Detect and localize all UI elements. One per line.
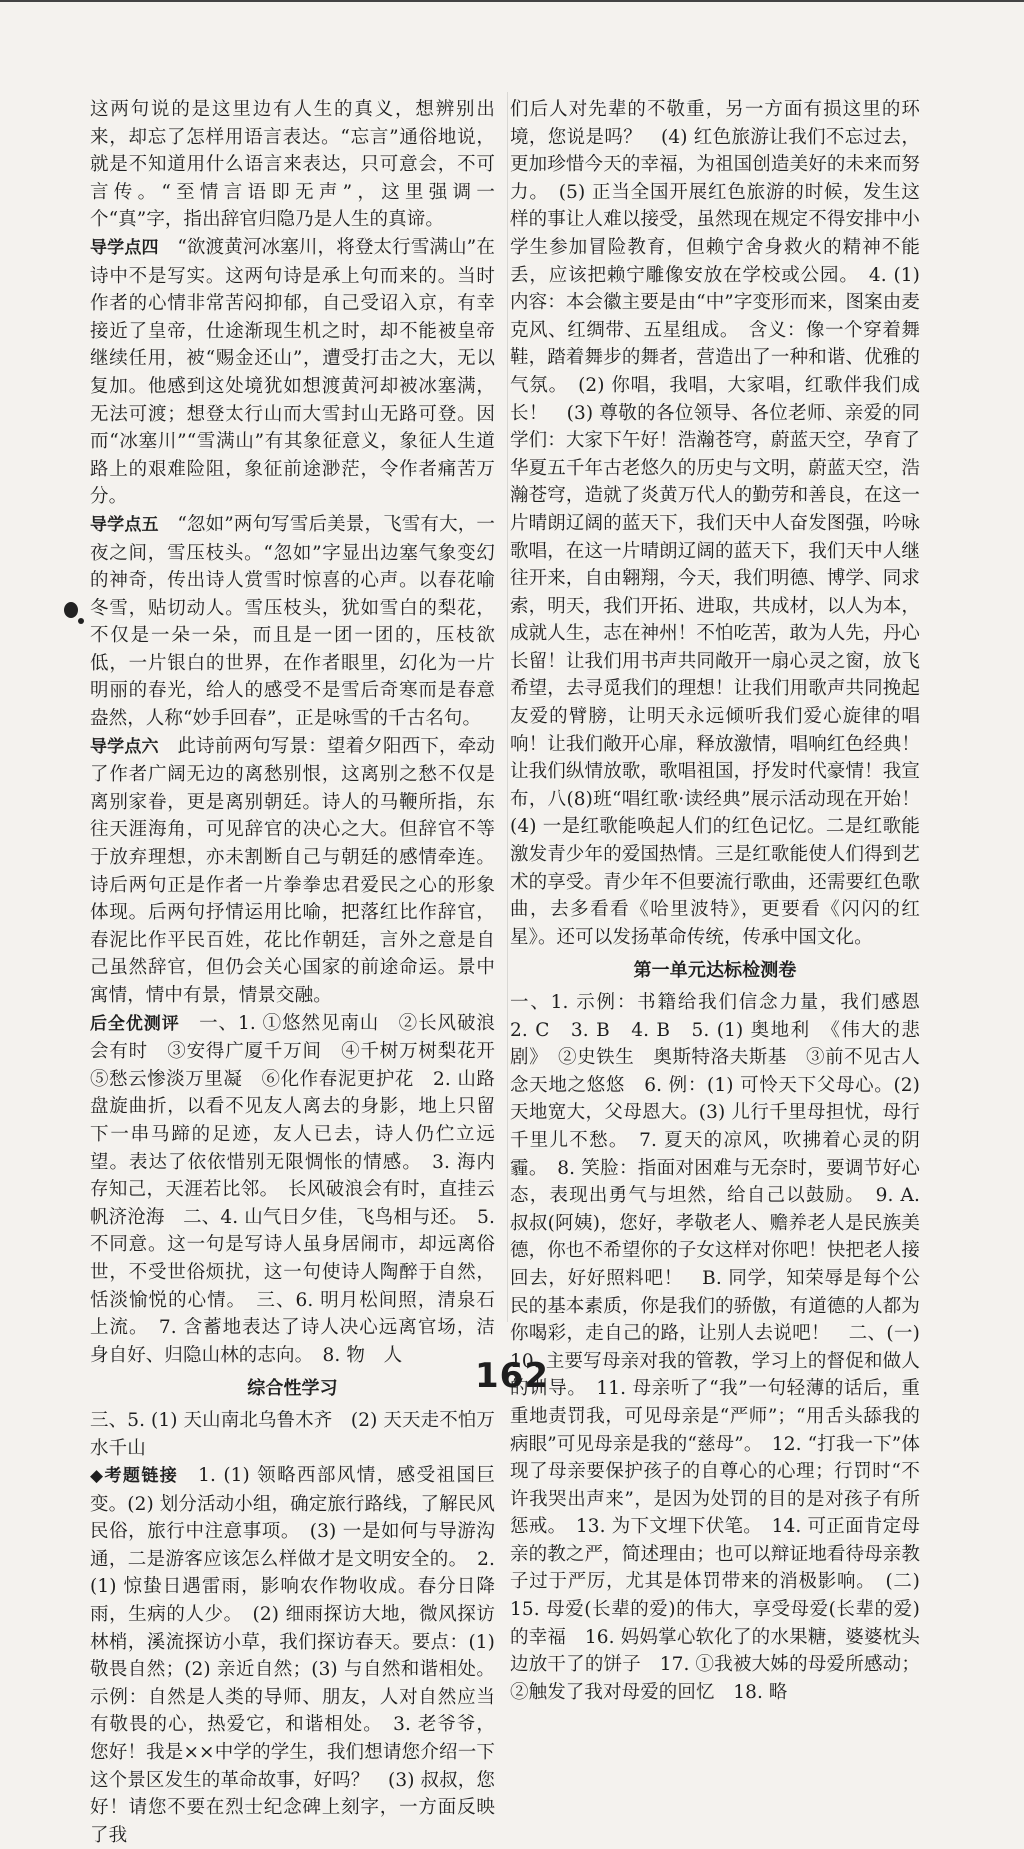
answer-paragraph [90,1462,495,1849]
section-label: 导学点五 [90,514,159,535]
answer-paragraph [510,989,939,1706]
section-label: ◆考题链接 [90,1466,179,1487]
section-label: 导学点六 [90,736,159,757]
paragraph-text: “欲渡黄河冰塞川，将登太行雪满山”在诗中不是写实。这两句诗是承上句而来的。当时作者的心情非常苦闷抑郁，自己受诏入京，有幸接近了皇帝，仕途渐现生机之时，却不能被皇帝继续任用，被“赐金还山”，遭受打击之大，无以复加。他感到这处境犹如想渡黄河却被冰塞满，无法可渡；想登太行山而大雪封山无路可登。因而“冰塞川”“雪满山”有其象征意义，象征人生道路上的艰难险阻，象征前途渺茫，令作者痛苦万分。 [90,236,496,508]
paragraph-text: “忽如”两句写雪后美景，飞雪有大，一夜之间，雪压枝头。“忽如”字显出边塞气象变幻的神奇，传出诗人赏雪时惊喜的心声。以春花喻冬雪，贴切动人。雪压枝头，犹如雪白的梨花，不仅是一朵一朵，而且是一团一团的，压枝欲低，一片银白的世界，在作者眼里，幻化为一片明丽的春光，给人的感受不是雪后奇寒而是春意盎然，人称“妙手回春”，正是咏雪的千古名句。 [90,513,496,730]
paragraph-text: 们后人对先辈的不敬重，另一方面有损这里的环境，您说是吗？ (4) 红色旅游让我们不忘过去，更加珍惜今天的幸福，为祖国创造美好的未来而努力。 (5) 正当全国开展红色旅游的时候，发生这样的事让人难以接受，虽然现在规定不得安排中小学生参加冒险教育，但赖宁舍身救火的精神不能丢，应该把赖宁雕像安放在学校或公园。 4. (1) 内容：本会徽主要是由“中”字变形而来，图案由麦克风、红绸带、五星组成。 含义：像一个穿着舞鞋，踏着舞步的舞者，营造出了一种和谐、优雅的气氛。 (2) 你唱，我唱，大家唱，红歌伴我们成长！ (3) 尊敬的各位领导、各位老师、亲爱的同学们：大家下午好！浩瀚苍穹，蔚蓝天空，孕育了华夏五千年古老悠久的历史与文明，蔚蓝天空，浩瀚苍穹，造就了炎黄万代人的勤劳和善良，在这一片晴朗辽阔的蓝天下，我们天中人奋发图强，吟咏歌唱，在这一片晴朗辽阔的蓝天下，我们天中人继往开来，自由翱翔，今天，我们明德、博学、同求索，明天，我们开拓、进取，共成材，以人为本，成就人生，志在神州！不怕吃苦，敢为人先，丹心长留！让我们用书声共同敞开一扇心灵之窗，放飞希望，去寻觅我们的理想！让我们用歌声共同挽起友爱的臂膀，让明天永远倾听我们爱心旋律的唱响！让我们敞开心扉，释放激情，唱响红色经典！让我们纵情放歌，歌唱祖国，抒发时代豪情！我宣布，八(8)班“唱红歌·读经典”展示活动现在开始！ (4) 一是红歌能唤起人们的红色记忆。二是红歌能激发青少年的爱国热情。三是红歌能使人们得到艺术的享受。青少年不但要流行歌曲，还需要红色歌曲，去多看看《哈里波特》，更要看《闪闪的红星》。还可以发扬革命传统，传承中国文化。 [510,99,939,948]
answer-paragraph [90,1407,495,1462]
right-column [510,96,939,1706]
column-divider [507,92,508,1322]
answer-paragraph [90,1010,514,1370]
ink-spot-small [78,618,84,624]
answer-paragraph [90,733,495,1010]
paragraph-text: 此诗前两句写景：望着夕阳西下，牵动了作者广阔无边的离愁别恨，这离别之愁不仅是离别家眷，更是离别朝廷。诗人的马鞭所指，东往天涯海角，可见辞官的决心之大。但辞官不等于放弃理想，亦未割断自己与朝廷的感情牵连。诗后两句正是作者一片拳拳忠君爱民之心的形象体现。后两句抒情运用比喻，把落红比作辞官，春泥比作平民百姓，花比作朝廷，言外之意是自己虽然辞官，但仍会关心国家的前途命运。景中寓情，情中有景，情景交融。 [90,735,495,1006]
answer-paragraph [90,511,495,733]
paragraph-text: 这两句说的是这里边有人生的真义，想辨别出来，却忘了怎样用语言表达。“忘言”通俗地说，就是不知道用什么语言来表达，只可意会，不可言传。“至情言语即无声”，这里强调一个“真”字，指出辞官归隐乃是人生的真谛。 [90,99,495,231]
section-title: 综合性学习 [247,1378,338,1400]
answer-paragraph [510,96,939,951]
paragraph-text: 一、1. ①悠然见南山 ②长风破浪会有时 ③安得广厦千万间 ④千树万树梨花开 ⑤愁云惨淡万里凝 ⑥化作春泥更护花 2. 山路盘旋曲折，以看不见友人离去的身影，地上只留下一串马蹄的足迹，友人已去，诗人仍伫立远望。表达了依依惜别无限惆怅的情感。 3. 海内存知己，天涯若比邻。 长风破浪会有时，直挂云帆济沧海 二、4. 山气日夕佳，飞鸟相与还。 5. 不同意。这一句是写诗人虽身居闹市，却远离俗世，不受世俗烦扰，这一句使诗人陶醉于自然，恬淡愉悦的心情。 三、6. 明月松间照，清泉石上流。 7. 含蓄地表达了诗人决心远离官场，洁身自好、归隐山林的志向。 8. 物 人 [90,1012,514,1366]
ink-spot [64,602,78,618]
answer-paragraph [90,234,495,511]
section-title: 第一单元达标检测卷 [633,960,797,982]
section-label: 后全优测评 [90,1013,180,1034]
section-label: 导学点四 [90,237,159,258]
paragraph-text: 一、1. 示例：书籍给我们信念力量，我们感恩 2. C 3. B 4. B 5. (1) 奥地利 《伟大的悲剧》 ②史铁生 奥斯特洛夫斯基 ③前不见古人 念天地之悠悠 6. 例：(1) 可怜天下父母心。(2) 天地宽大，父母恩大。(3) 儿行千里母担忧，母行千里儿不愁。 7. 夏天的凉风，吹拂着心灵的阴霾。 8. 笑脸：指面对困难与无奈时，要调节好心态，表现出勇气与坦然，给自己以鼓励。 9. A. 叔叔(阿姨)，您好，孝敬老人、赡养老人是民族美德，你也不希望你的子女这样对你吧！快把老人接回去，好好照料吧！ B. 同学，知荣辱是每个公民的基本素质，你是我们的骄傲，有道德的人都为你喝彩，走自己的路，让别人去说吧！ 二、(一) 10. 主要写母亲对我的管教，学习上的督促和做人的训导。 11. 母亲听了“我”一句轻薄的话后，重重地责罚我，可见母亲是“严师”；“用舌头舔我的病眼”可见母亲是我的“慈母”。 12. “打我一下”体现了母亲要保护孩子的自尊心的心理；行罚时“不许我哭出声来”，是因为处罚的目的是对孩子有所惩戒。 13. 为下文埋下伏笔。 14. 可正面肯定母亲的教之严，简述理由；也可以辩证地看待母亲教子过于严厉，尤其是体罚带来的消极影响。 (二) 15. 母爱(长辈的爱)的伟大，享受母爱(长辈的爱)的幸福 16. 妈妈掌心软化了的水果糖，婆婆枕头边放干了的饼子 17. ①我被大姊的母爱所感动；②触发了我对母爱的回忆 18. 略 [510,992,939,1703]
paragraph-text: 1. (1) 领略西部风情，感受祖国巨变。(2) 划分活动小组，确定旅行路线，了解民风民俗，旅行中注意事项。 (3) 一是如何与导游沟通，二是游客应该怎么样做才是文明安全的。 2. (1) 惊蛰日遇雷雨，影响农作物收成。春分日降雨，生病的人少。 (2) 细雨探访大地，微风探访林梢，溪流探访小草，我们探访春天。要点：(1) 敬畏自然；(2) 亲近自然；(3) 与自然和谐相处。示例：自然是人类的导师、朋友，人对自然应当有敬畏的心，热爱它，和谐相处。 3. 老爷爷，您好！我是××中学的学生，我们想请您介绍一下这个景区发生的革命故事，好吗？ (3) 叔叔，您好！请您不要在烈士纪念碑上刻字，一方面反映了我 [90,1465,495,1846]
answer-paragraph [90,96,495,234]
paragraph-text: 三、5. (1) 天山南北乌鲁木齐 (2) 天天走不怕万水千山 [90,1409,496,1459]
top-edge [0,0,1024,2]
page-number: 162 [475,1356,549,1396]
